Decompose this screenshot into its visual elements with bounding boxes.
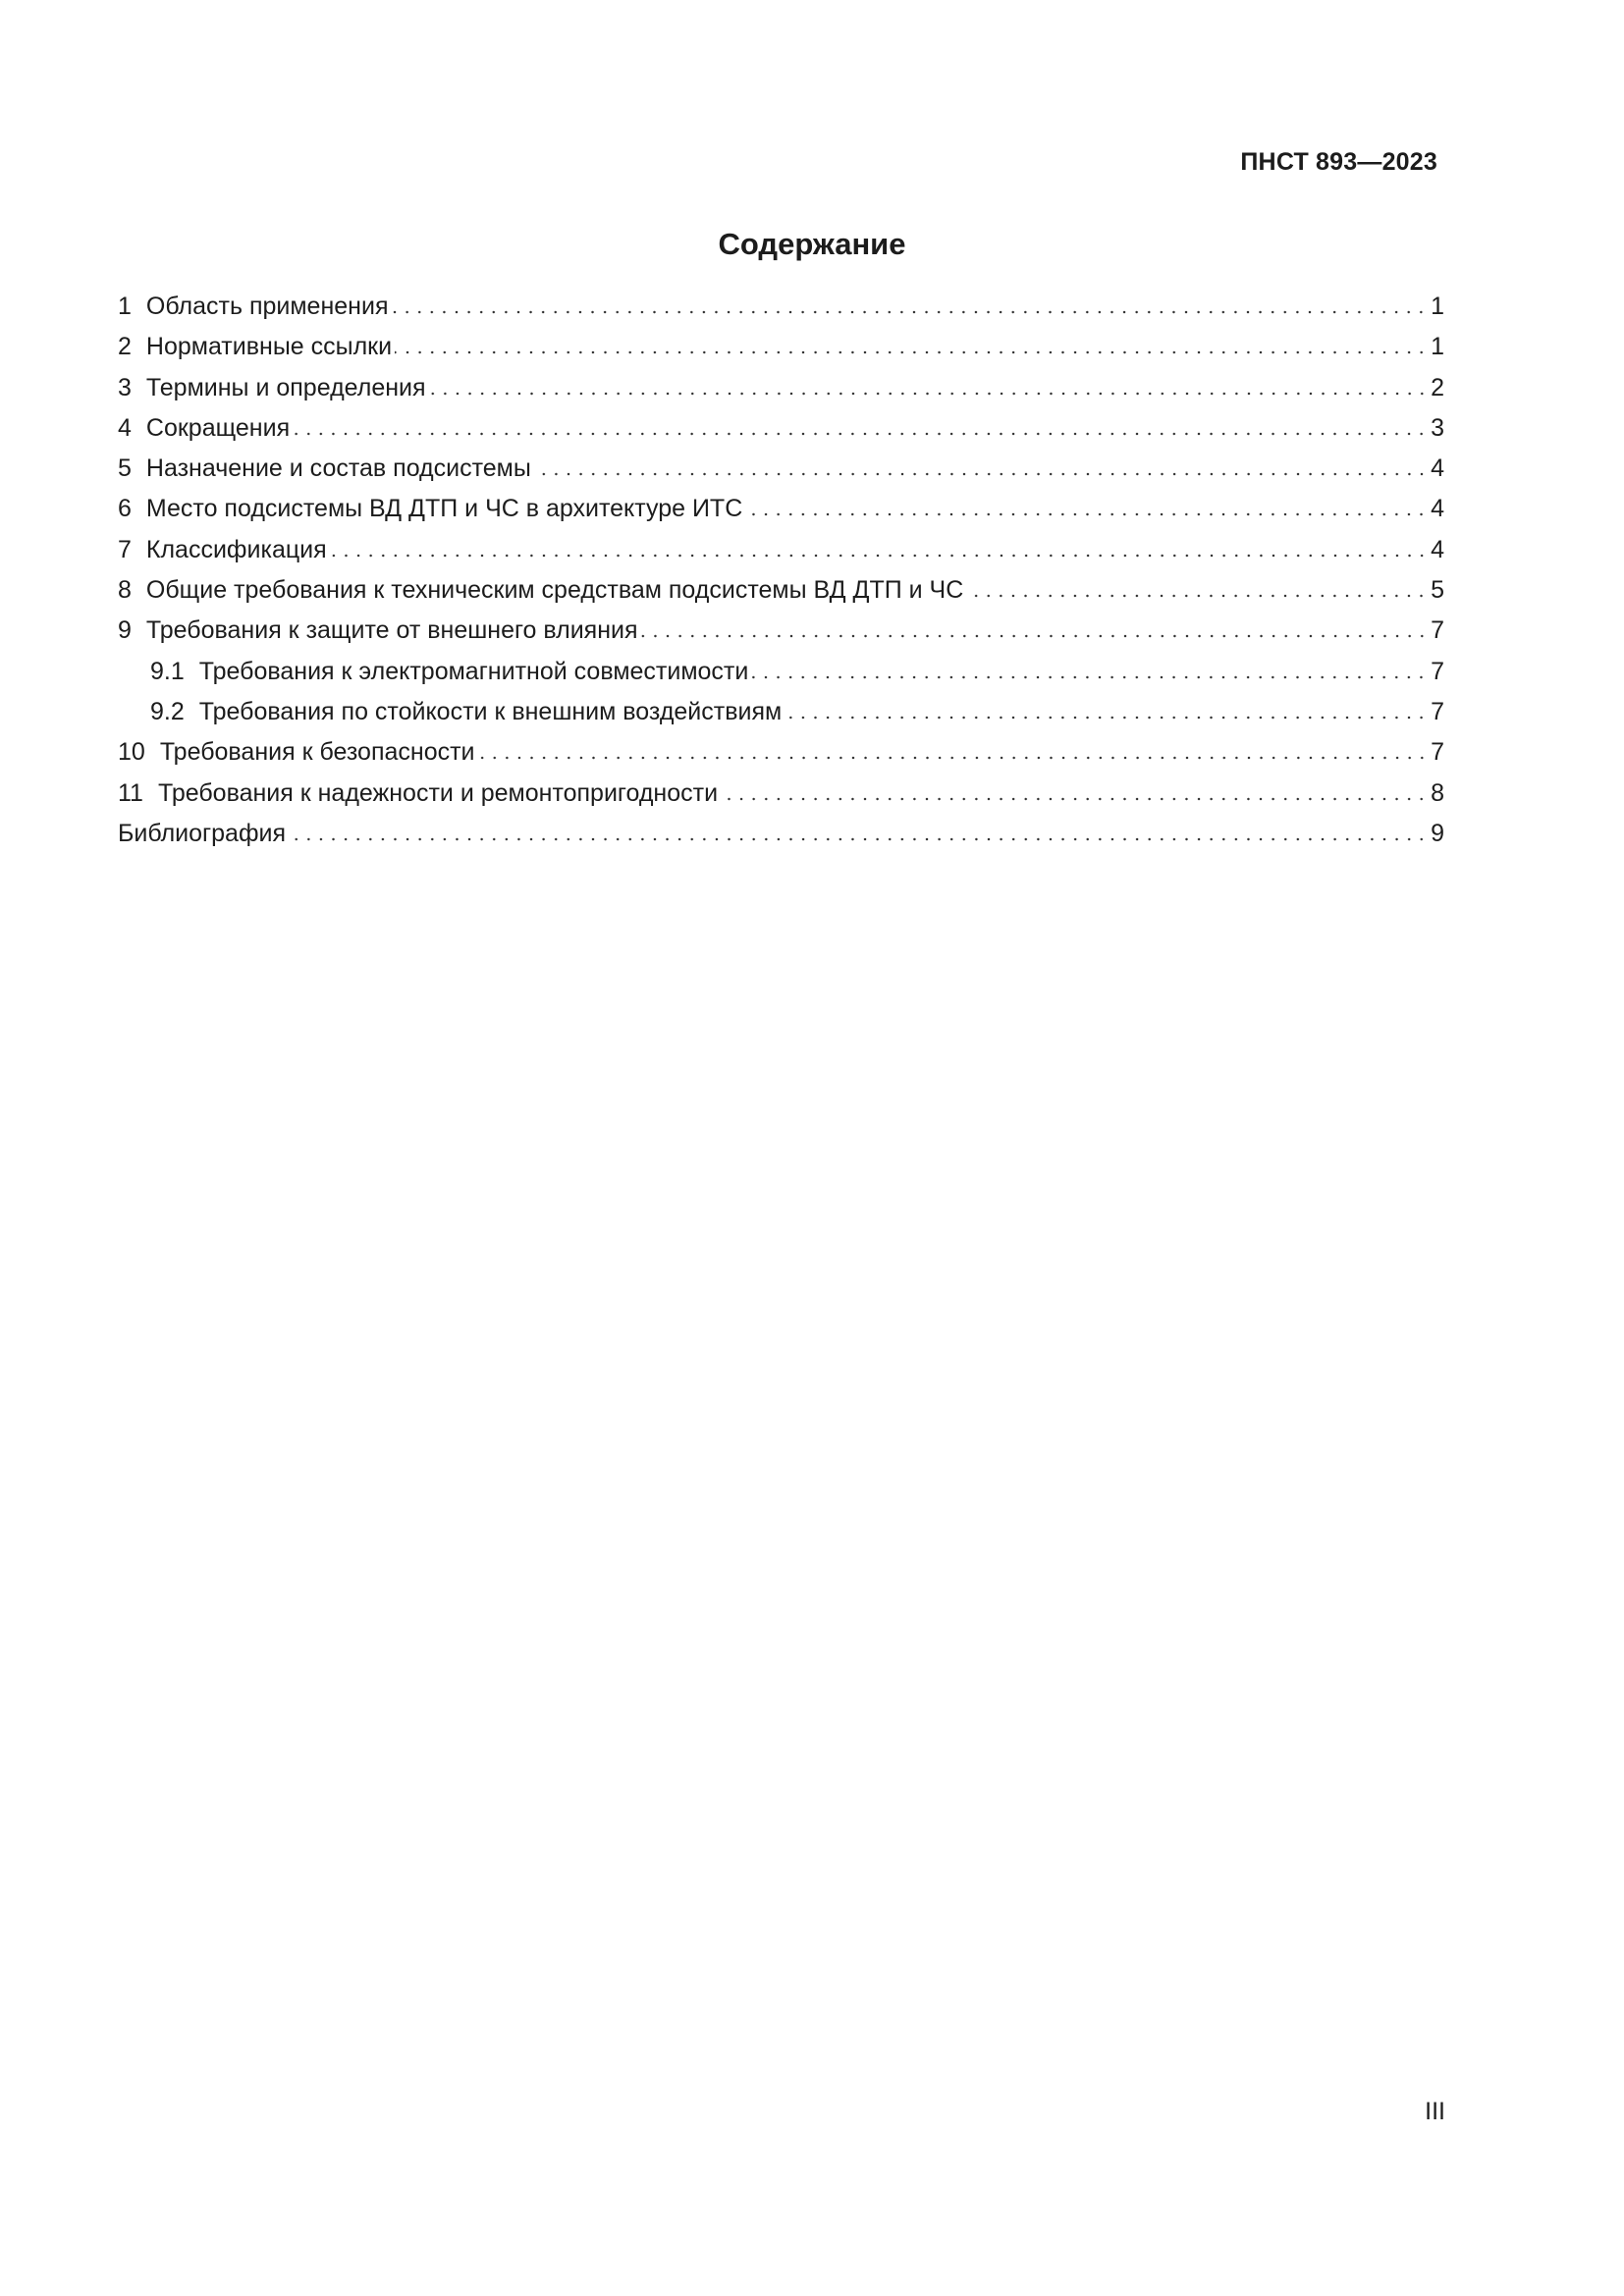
toc-entry-title: Требования по стойкости к внешним воздействиям [198, 697, 783, 725]
toc-entry-number: 1 [118, 293, 132, 320]
toc-title: Содержание [718, 227, 906, 261]
toc-entry-page: 4 [1431, 535, 1444, 563]
toc-subentry[interactable] [118, 652, 1444, 692]
dot-leader [966, 594, 1428, 598]
toc-entry[interactable] [118, 530, 1444, 570]
dot-leader [429, 392, 1429, 396]
table-of-contents [118, 287, 1444, 854]
dot-leader [478, 756, 1429, 760]
toc-entry-number: 9.2 [150, 697, 185, 725]
toc-entry-number: 5 [118, 454, 132, 483]
dot-leader [785, 716, 1428, 720]
toc-entry-title: Требования к безопасности [159, 738, 475, 767]
dot-leader [293, 432, 1428, 436]
toc-entry-number: 7 [118, 535, 132, 563]
toc-entry[interactable] [118, 489, 1444, 529]
toc-entry-number: 11 [118, 778, 143, 807]
toc-entry-page: 9 [1431, 819, 1444, 847]
toc-entry-title: Область применения [145, 293, 389, 320]
toc-entry-title: Требования к электромагнитной совместимости [198, 657, 749, 685]
toc-entry-title: Термины и определения [145, 373, 426, 401]
toc-entry-number: 3 [118, 373, 132, 401]
toc-entry-bibliography[interactable] [118, 814, 1444, 854]
dot-leader [721, 797, 1428, 801]
toc-entry-number: 9 [118, 616, 132, 645]
toc-entry[interactable] [118, 732, 1444, 773]
dot-leader [534, 472, 1428, 476]
toc-entry[interactable] [118, 287, 1444, 327]
toc-entry-title: Место подсистемы ВД ДТП и ЧС в архитектуре ИТС [145, 495, 743, 523]
toc-entry-title: Сокращения [145, 413, 291, 442]
toc-entry-title: Общие требования к техническим средствам подсистемы ВД ДТП и ЧС [145, 576, 964, 605]
dot-leader [289, 837, 1428, 841]
page-number: III [1425, 2098, 1445, 2125]
toc-entry-page: 8 [1431, 778, 1444, 807]
toc-entry[interactable] [118, 327, 1444, 367]
toc-entry[interactable] [118, 408, 1444, 449]
dot-leader [751, 675, 1428, 679]
toc-entry-number: 8 [118, 576, 132, 605]
toc-entry-number: 9.1 [150, 657, 185, 685]
toc-entry-title: Требования к защите от внешнего влияния [145, 616, 638, 645]
toc-entry-number: 4 [118, 413, 132, 442]
toc-entry-page: 1 [1431, 333, 1444, 361]
toc-entry[interactable] [118, 774, 1444, 814]
toc-entry[interactable] [118, 449, 1444, 489]
toc-entry-page: 7 [1431, 738, 1444, 767]
dot-leader [745, 512, 1428, 516]
toc-entry-page: 3 [1431, 413, 1444, 442]
document-code: ПНСТ 893—2023 [1240, 148, 1437, 176]
dot-leader [330, 554, 1428, 558]
toc-entry-title: Назначение и состав подсистемы [145, 454, 531, 483]
toc-entry-page: 7 [1431, 616, 1444, 645]
toc-entry-number: 6 [118, 495, 132, 523]
toc-entry-number: 10 [118, 738, 145, 767]
toc-entry-page: 7 [1431, 657, 1444, 685]
toc-entry-page: 1 [1431, 293, 1444, 320]
toc-entry-title: Требования к надежности и ремонтопригодности [157, 778, 719, 807]
toc-subentry[interactable] [118, 692, 1444, 732]
toc-entry-title: Классификация [145, 535, 327, 563]
dot-leader [391, 310, 1428, 314]
toc-entry-page: 2 [1431, 373, 1444, 401]
toc-entry-title: Нормативные ссылки [145, 333, 393, 361]
toc-entry[interactable] [118, 368, 1444, 408]
dot-leader [395, 350, 1428, 354]
toc-entry-page: 4 [1431, 495, 1444, 523]
toc-entry[interactable] [118, 570, 1444, 611]
toc-entry[interactable] [118, 611, 1444, 651]
toc-entry-page: 4 [1431, 454, 1444, 483]
toc-entry-page: 7 [1431, 697, 1444, 725]
toc-entry-title: Библиография [118, 819, 287, 847]
toc-entry-page: 5 [1431, 576, 1444, 605]
toc-entry-number: 2 [118, 333, 132, 361]
dot-leader [641, 634, 1429, 638]
